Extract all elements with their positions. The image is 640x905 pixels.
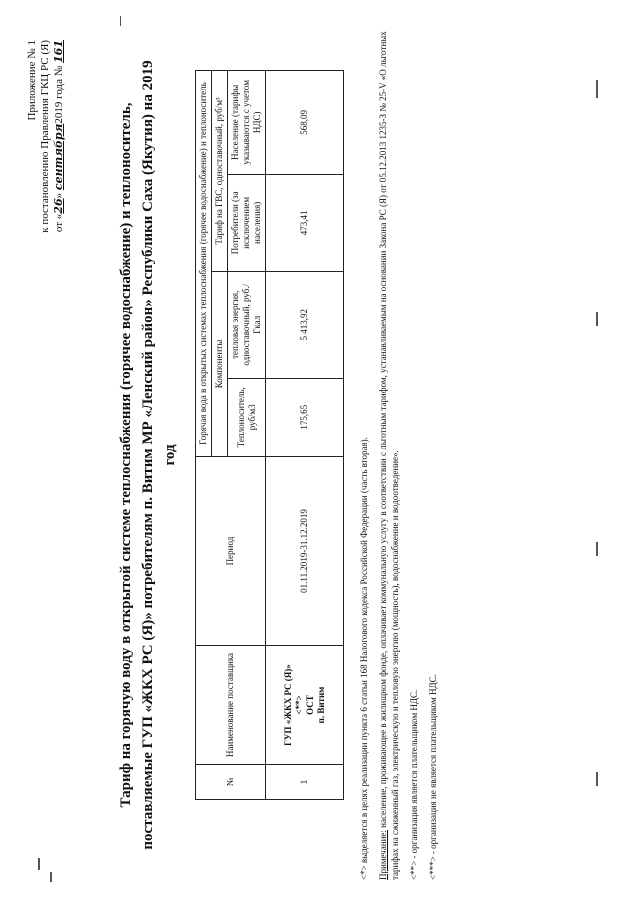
row-period: 01.11.2019-31.12.2019	[266, 457, 344, 646]
row-heat-energy: 5 413,92	[266, 272, 344, 379]
header-components: Компоненты	[212, 272, 228, 457]
note-remark-text: население, проживающее в жилищном фонде, оплачивает коммунальную услугу в соответствии с льготным тарифом, устанавливаемым на основании Закона РС (Я) от 05.12.2013 1235-З № 25-V «О льготных тарифах на сжиженный газ, электрическую и тепловую энергию (мощность), водоснабжение и водоотведение».	[378, 31, 400, 880]
header-consumers: Потребители (за исключением населения)	[228, 174, 266, 271]
date-day: 26	[52, 198, 65, 214]
scan-mark	[596, 312, 598, 326]
date-month: сентября	[52, 123, 65, 191]
notes-block	[358, 30, 446, 880]
header-period: Период	[196, 457, 266, 646]
supplier-mark: <**>	[293, 695, 304, 715]
document-title	[115, 50, 181, 860]
appendix-header	[26, 40, 66, 340]
row-population: 568,09	[266, 71, 344, 175]
header-hot-water: Горячая вода в открытых системах теплоснабжения (горячее водоснабжение) и теплоноситель	[196, 71, 212, 457]
date-prefix: от «	[53, 213, 65, 233]
scan-mark	[596, 542, 598, 556]
note-remark	[377, 30, 401, 880]
scan-mark	[596, 772, 598, 786]
appendix-resolution: к постановлению Правления ГКЦ РС (Я)	[39, 40, 51, 233]
header-gvs-tariff: Тариф на ГВС, одноставочный, руб/м³	[212, 71, 228, 272]
header-num: №	[196, 765, 266, 800]
header-heat-energy: тепловая энергия, одноставочный, руб./Гкал	[228, 272, 266, 379]
row-supplier	[266, 646, 344, 765]
date-mid: »	[53, 190, 65, 199]
row-consumers: 473,41	[266, 174, 344, 271]
tariff-table	[195, 70, 344, 800]
table-row	[266, 71, 344, 800]
scan-mark	[596, 80, 598, 98]
supplier-name: ГУП «ЖКХ РС (Я)»	[282, 664, 293, 746]
title-line-1: Тариф на горячую воду в открытой системе теплоснабжения (горячее водоснабжение) и теплоноситель,	[118, 102, 134, 808]
appendix-title: Приложение № 1	[26, 40, 38, 121]
header-population: Население (тарифы указываются с учетом НДС)	[228, 71, 266, 175]
note-vat-payer: <**> - организация является плательщиком НДС.	[409, 689, 419, 880]
note-vat-nonpayer: <***> - организация не является плательщиком НДС.	[428, 674, 438, 880]
supplier-place: п. Витим	[315, 686, 326, 724]
date-year: 2019 года №	[53, 65, 65, 124]
appendix-date-line	[52, 40, 66, 340]
row-num: 1	[266, 765, 344, 800]
note-remark-label: Примечание:	[378, 830, 388, 880]
header-supplier: Наименование поставщика	[196, 646, 266, 765]
scan-mark	[38, 858, 40, 870]
scan-mark	[120, 16, 121, 26]
supplier-unit: ОСТ	[304, 695, 315, 715]
header-heat-carrier: Теплоноситель, руб/м3	[228, 378, 266, 456]
scan-mark	[50, 872, 52, 882]
note-vat-footnote: <*> выделяется в целях реализации пункта 6 статьи 168 Налогового кодекса Российской Федерации (часть вторая).	[359, 437, 369, 880]
rotated-document-page	[20, 20, 620, 890]
title-line-2: поставляемые ГУП «ЖКХ РС (Я)» потребителям п. Витим МР «Ленский район» Республики Саха (Якутия) на 2019 год	[140, 60, 178, 850]
table-header-row	[196, 71, 212, 800]
resolution-number: 161	[52, 40, 65, 63]
row-heat-carrier: 175,65	[266, 378, 344, 456]
